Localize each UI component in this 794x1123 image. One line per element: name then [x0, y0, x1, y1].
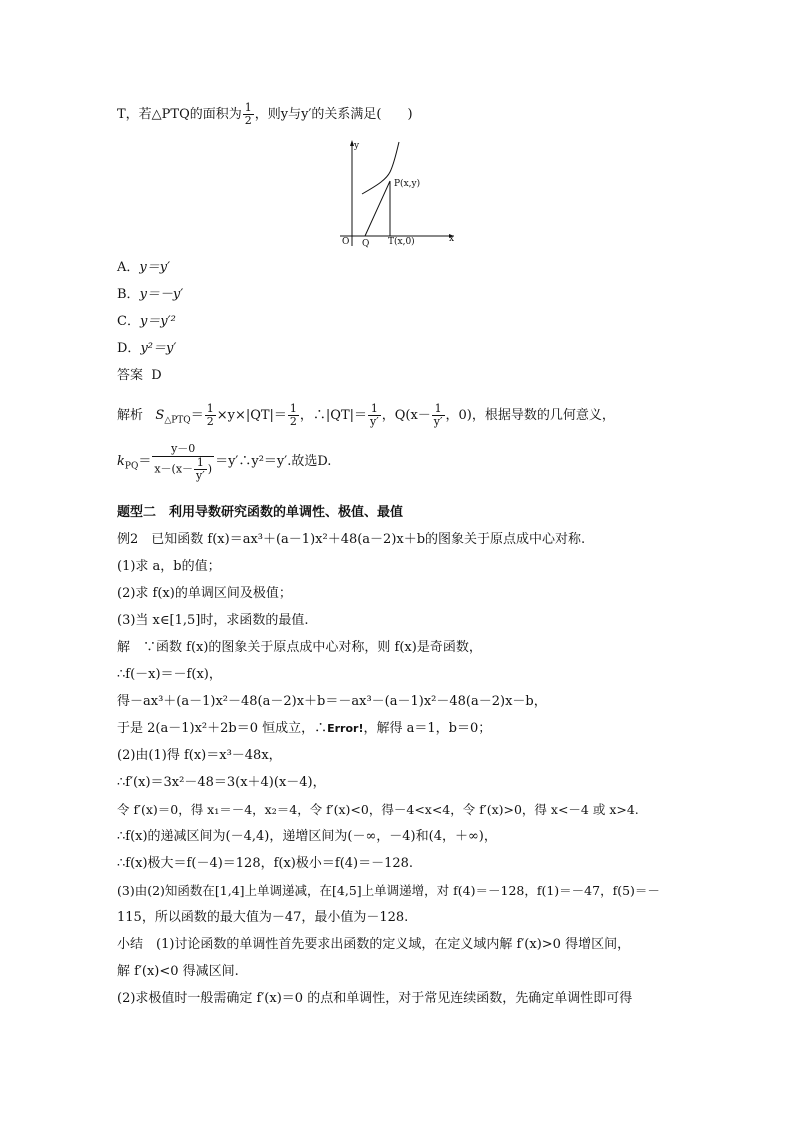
intro-tail: ，则y与y′的关系满足( ) [254, 107, 413, 122]
work-line [117, 719, 687, 739]
work-text: 于是 2(a－1)x²＋2b＝0 恒成立，∴ [117, 721, 328, 736]
work-line: (2)由(1)得 f(x)＝x³－48x， [117, 748, 282, 763]
equals: ＝ [190, 408, 204, 423]
option-letter: D． [117, 341, 141, 356]
problem-intro [117, 101, 687, 127]
frac-1 [205, 403, 216, 428]
summary-line: (2)求极值时一般需确定 f′(x)＝0 的点和单调性，对于常见连续函数，先确定单调性即可得 [117, 991, 633, 1006]
tangent-line [365, 181, 390, 236]
y-axis-label: y [354, 141, 360, 151]
frac-num: 1 [368, 403, 381, 416]
tangent-figure [332, 136, 462, 248]
answer-line [117, 366, 687, 386]
option-b [117, 285, 687, 305]
summary-line: 小结 (1)讨论函数的单调性首先要求出函数的定义域，在定义域内解 f′(x)>0 得增区间， [117, 937, 631, 952]
frac-num: 1 [244, 101, 252, 114]
solution-text: ，∴|QT|＝ [299, 408, 368, 423]
example-line: 例2 已知函数 f(x)＝ax³＋(a－1)x²＋48(a－2)x＋b的图象关于原点成中心对称. [117, 532, 586, 547]
answer-value: D [151, 368, 162, 383]
den-post: ) [207, 462, 213, 475]
frac-den: 2 [244, 114, 252, 127]
solution-text: ＝y′∴y²＝y′.故选D. [215, 454, 332, 469]
section-title: 题型二 利用导数研究函数的单调性、极值、最值 [117, 505, 404, 520]
work-line: 得－ax³＋(a－1)x²－48(a－2)x＋b＝－ax³－(a－1)x²－48(a－2)x－b， [117, 694, 547, 709]
error-text: Error! [327, 722, 364, 735]
point-p-label: P(x,y) [394, 179, 421, 189]
frac-den: 2 [289, 415, 297, 428]
option-c [117, 312, 687, 332]
x-axis-label: x [449, 234, 455, 244]
example-line: (1)求 a，b的值； [117, 559, 221, 574]
frac-den: 2 [206, 415, 214, 428]
slope-fraction [152, 442, 214, 482]
slope-subscript: PQ [124, 461, 139, 472]
fraction-half [243, 102, 254, 127]
solution-label: 解析 [117, 408, 144, 423]
work-line: ∴f′(x)＝3x²－48＝3(x＋4)(x－4)， [117, 775, 326, 790]
work-line: ∴f(x)极大＝f(－4)＝128，f(x)极小＝f(4)＝－128. [117, 856, 414, 871]
den-pre: x－(x－ [154, 462, 194, 475]
point-t-label: T(x,0) [388, 237, 415, 247]
option-letter: B． [117, 287, 140, 302]
frac-num: 1 [194, 457, 207, 470]
equals: ＝ [138, 454, 152, 469]
point-q-label: Q [362, 239, 370, 248]
option-text: y＝y′ [139, 260, 171, 275]
frac-3 [368, 403, 381, 428]
frac-num: 1 [206, 402, 214, 415]
solution-line-1 [117, 402, 687, 430]
solution-text: ×y×|QT|＝ [216, 408, 287, 423]
option-letter: A． [117, 260, 140, 275]
example-line: (3)当 x∈[1,5]时，求函数的最值. [117, 613, 309, 628]
inner-fraction [194, 457, 207, 482]
option-a [117, 258, 687, 278]
frac-num: 1 [289, 402, 297, 415]
option-letter: C． [117, 314, 140, 329]
solution-text: ，0)，根据导数的几何意义， [445, 408, 615, 423]
frac-4 [432, 403, 445, 428]
origin-label: O [342, 237, 350, 247]
frac-den: y′ [433, 415, 443, 428]
answer-label: 答案 [117, 368, 144, 383]
work-line: 115，所以函数的最大值为－47，最小值为－128. [117, 910, 409, 925]
intro-text: T，若△PTQ的面积为 [117, 107, 242, 122]
frac-den [152, 457, 214, 482]
frac-num: y－0 [152, 442, 214, 457]
area-subscript: △PTQ [164, 415, 191, 426]
solution-line-2 [117, 440, 687, 484]
option-d [117, 339, 687, 359]
work-text: ，解得 a＝1，b＝0； [363, 721, 492, 736]
example-line: (2)求 f(x)的单调区间及极值； [117, 586, 292, 601]
option-text: y＝y′² [139, 314, 176, 329]
area-symbol: S [155, 408, 165, 423]
option-text: y＝－y′ [139, 287, 184, 302]
frac-2 [288, 403, 299, 428]
work-line: 令 f′(x)＝0，得 x₁＝－4，x₂＝4，令 f′(x)<0，得－4<x<4，令 f′(x)>0，得 x<－4 或 x>4. [117, 802, 639, 817]
solution-text: ，Q(x－ [381, 408, 431, 423]
work-line: (3)由(2)知函数在[1,4]上单调递减，在[4,5]上单调递增，对 f(4)＝－128，f(1)＝－47，f(5)＝－ [117, 883, 660, 898]
work-line: ∴f(x)的递减区间为(－4,4)，递增区间为(－∞，－4)和(4，＋∞)， [117, 829, 497, 844]
frac-den: y′ [370, 415, 379, 428]
summary-line: 解 f′(x)<0 得减区间. [117, 964, 239, 979]
slope-symbol: k [117, 454, 125, 469]
work-line: ∴f(－x)＝－f(x)， [117, 667, 222, 682]
frac-den: y′ [196, 468, 205, 482]
option-text: y²＝y′ [140, 341, 177, 356]
frac-num: 1 [432, 403, 445, 416]
work-line: 解 ∵函数 f(x)的图象关于原点成中心对称，则 f(x)是奇函数， [117, 640, 482, 655]
